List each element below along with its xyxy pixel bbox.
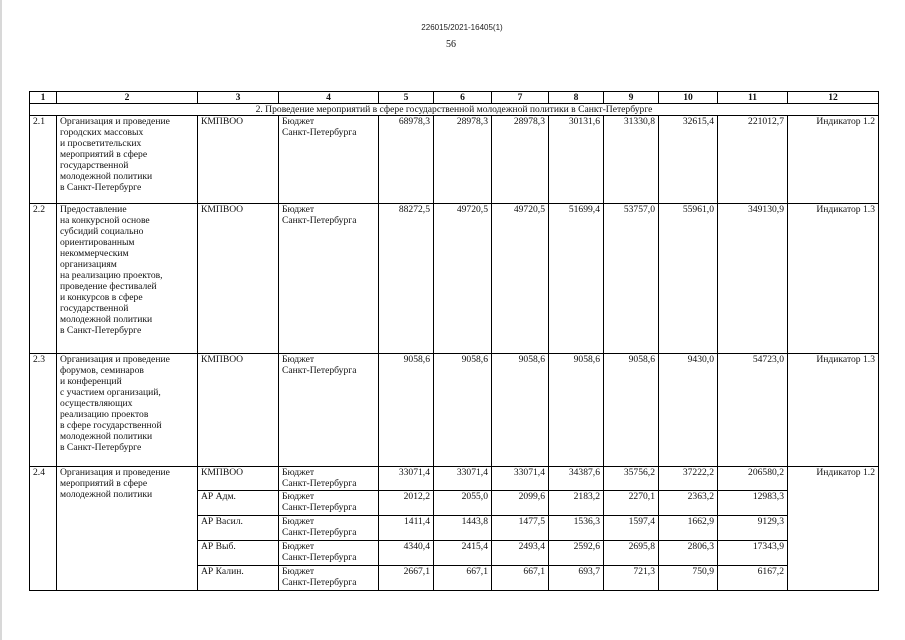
row-number: 2.1	[30, 116, 57, 204]
row-number: 2.4	[30, 467, 57, 591]
column-number-row	[30, 92, 879, 104]
funding-source: Бюджет Санкт-Петербурга	[279, 491, 379, 516]
value-cell: 9058,6	[604, 354, 659, 467]
value-cell: 667,1	[492, 566, 549, 591]
value-cell: 49720,5	[492, 204, 549, 354]
indicator-cell: Индикатор 1.3	[788, 204, 879, 354]
row-number: 2.3	[30, 354, 57, 467]
activity-description: Организация и проведение форумов, семинаров и конференций с участием организаций, осуществляющих реализацию проектов в сфере государственной молодежной политики в Санкт-Петербурге	[57, 354, 198, 467]
value-cell: 750,9	[659, 566, 718, 591]
table-row	[30, 116, 879, 204]
column-header: 7	[492, 92, 549, 104]
value-cell: 28978,3	[434, 116, 492, 204]
funding-source: Бюджет Санкт-Петербурга	[279, 116, 379, 204]
value-cell: 35756,2	[604, 467, 659, 491]
value-cell: 2667,1	[379, 566, 434, 591]
total-cell: 349130,9	[718, 204, 788, 354]
value-cell: 693,7	[549, 566, 604, 591]
value-cell: 55961,0	[659, 204, 718, 354]
executor: АР Калин.	[198, 566, 279, 591]
value-cell: 1477,5	[492, 516, 549, 541]
value-cell: 88272,5	[379, 204, 434, 354]
value-cell: 2270,1	[604, 491, 659, 516]
column-header: 8	[549, 92, 604, 104]
section-row	[30, 104, 879, 116]
value-cell: 2099,6	[492, 491, 549, 516]
total-cell: 221012,7	[718, 116, 788, 204]
value-cell: 31330,8	[604, 116, 659, 204]
value-cell: 2695,8	[604, 541, 659, 566]
funding-source: Бюджет Санкт-Петербурга	[279, 204, 379, 354]
executor: КМПВОО	[198, 116, 279, 204]
activity-description: Организация и проведение мероприятий в сфере молодежной политики	[57, 467, 198, 591]
column-header: 10	[659, 92, 718, 104]
value-cell: 33071,4	[492, 467, 549, 491]
value-cell: 28978,3	[492, 116, 549, 204]
value-cell: 2183,2	[549, 491, 604, 516]
value-cell: 2592,6	[549, 541, 604, 566]
column-header: 6	[434, 92, 492, 104]
total-cell: 6167,2	[718, 566, 788, 591]
value-cell: 1411,4	[379, 516, 434, 541]
executor: АР Адм.	[198, 491, 279, 516]
document-id: 226015/2021-16405(1)	[421, 23, 503, 32]
scan-edge	[0, 0, 2, 640]
executor: АР Выб.	[198, 541, 279, 566]
program-table	[29, 91, 879, 591]
funding-source: Бюджет Санкт-Петербурга	[279, 516, 379, 541]
value-cell: 37222,2	[659, 467, 718, 491]
activity-description: Предоставление на конкурсной основе субсидий социально ориентированным некоммерческим организациям на реализацию проектов, проведение фестивалей и конкурсов в сфере государственной молодежной политики в Санкт-Петербурге	[57, 204, 198, 354]
funding-source: Бюджет Санкт-Петербурга	[279, 566, 379, 591]
executor: КМПВОО	[198, 467, 279, 491]
value-cell: 1536,3	[549, 516, 604, 541]
total-cell: 9129,3	[718, 516, 788, 541]
value-cell: 2055,0	[434, 491, 492, 516]
page-number: 56	[446, 39, 456, 50]
column-header: 3	[198, 92, 279, 104]
indicator-cell: Индикатор 1.2	[788, 116, 879, 204]
value-cell: 4340,4	[379, 541, 434, 566]
funding-source: Бюджет Санкт-Петербурга	[279, 354, 379, 467]
executor: КМПВОО	[198, 204, 279, 354]
column-header: 4	[279, 92, 379, 104]
value-cell: 68978,3	[379, 116, 434, 204]
value-cell: 721,3	[604, 566, 659, 591]
row-number: 2.2	[30, 204, 57, 354]
indicator-cell: Индикатор 1.2	[788, 467, 879, 591]
total-cell: 54723,0	[718, 354, 788, 467]
value-cell: 9058,6	[492, 354, 549, 467]
funding-source: Бюджет Санкт-Петербурга	[279, 541, 379, 566]
total-cell: 206580,2	[718, 467, 788, 491]
value-cell: 33071,4	[434, 467, 492, 491]
executor: КМПВОО	[198, 354, 279, 467]
value-cell: 1662,9	[659, 516, 718, 541]
value-cell: 1597,4	[604, 516, 659, 541]
value-cell: 9058,6	[379, 354, 434, 467]
column-header: 5	[379, 92, 434, 104]
column-header: 9	[604, 92, 659, 104]
value-cell: 9058,6	[434, 354, 492, 467]
column-header: 12	[788, 92, 879, 104]
value-cell: 2363,2	[659, 491, 718, 516]
table-row	[30, 467, 879, 491]
value-cell: 2493,4	[492, 541, 549, 566]
activity-description: Организация и проведение городских массовых и просветительских мероприятий в сфере государственной молодежной политики в Санкт-Петербурге	[57, 116, 198, 204]
value-cell: 49720,5	[434, 204, 492, 354]
table-row	[30, 204, 879, 354]
value-cell: 30131,6	[549, 116, 604, 204]
value-cell: 51699,4	[549, 204, 604, 354]
value-cell: 32615,4	[659, 116, 718, 204]
section-title: 2. Проведение мероприятий в сфере государственной молодежной политики в Санкт-Петербурге	[30, 104, 879, 116]
value-cell: 33071,4	[379, 467, 434, 491]
column-header: 2	[57, 92, 198, 104]
indicator-cell: Индикатор 1.3	[788, 354, 879, 467]
funding-source: Бюджет Санкт-Петербурга	[279, 467, 379, 491]
table-row	[30, 354, 879, 467]
value-cell: 2415,4	[434, 541, 492, 566]
column-header: 11	[718, 92, 788, 104]
value-cell: 34387,6	[549, 467, 604, 491]
value-cell: 1443,8	[434, 516, 492, 541]
value-cell: 2012,2	[379, 491, 434, 516]
total-cell: 12983,3	[718, 491, 788, 516]
column-header: 1	[30, 92, 57, 104]
value-cell: 53757,0	[604, 204, 659, 354]
value-cell: 9430,0	[659, 354, 718, 467]
value-cell: 2806,3	[659, 541, 718, 566]
executor: АР Васил.	[198, 516, 279, 541]
total-cell: 17343,9	[718, 541, 788, 566]
value-cell: 9058,6	[549, 354, 604, 467]
value-cell: 667,1	[434, 566, 492, 591]
